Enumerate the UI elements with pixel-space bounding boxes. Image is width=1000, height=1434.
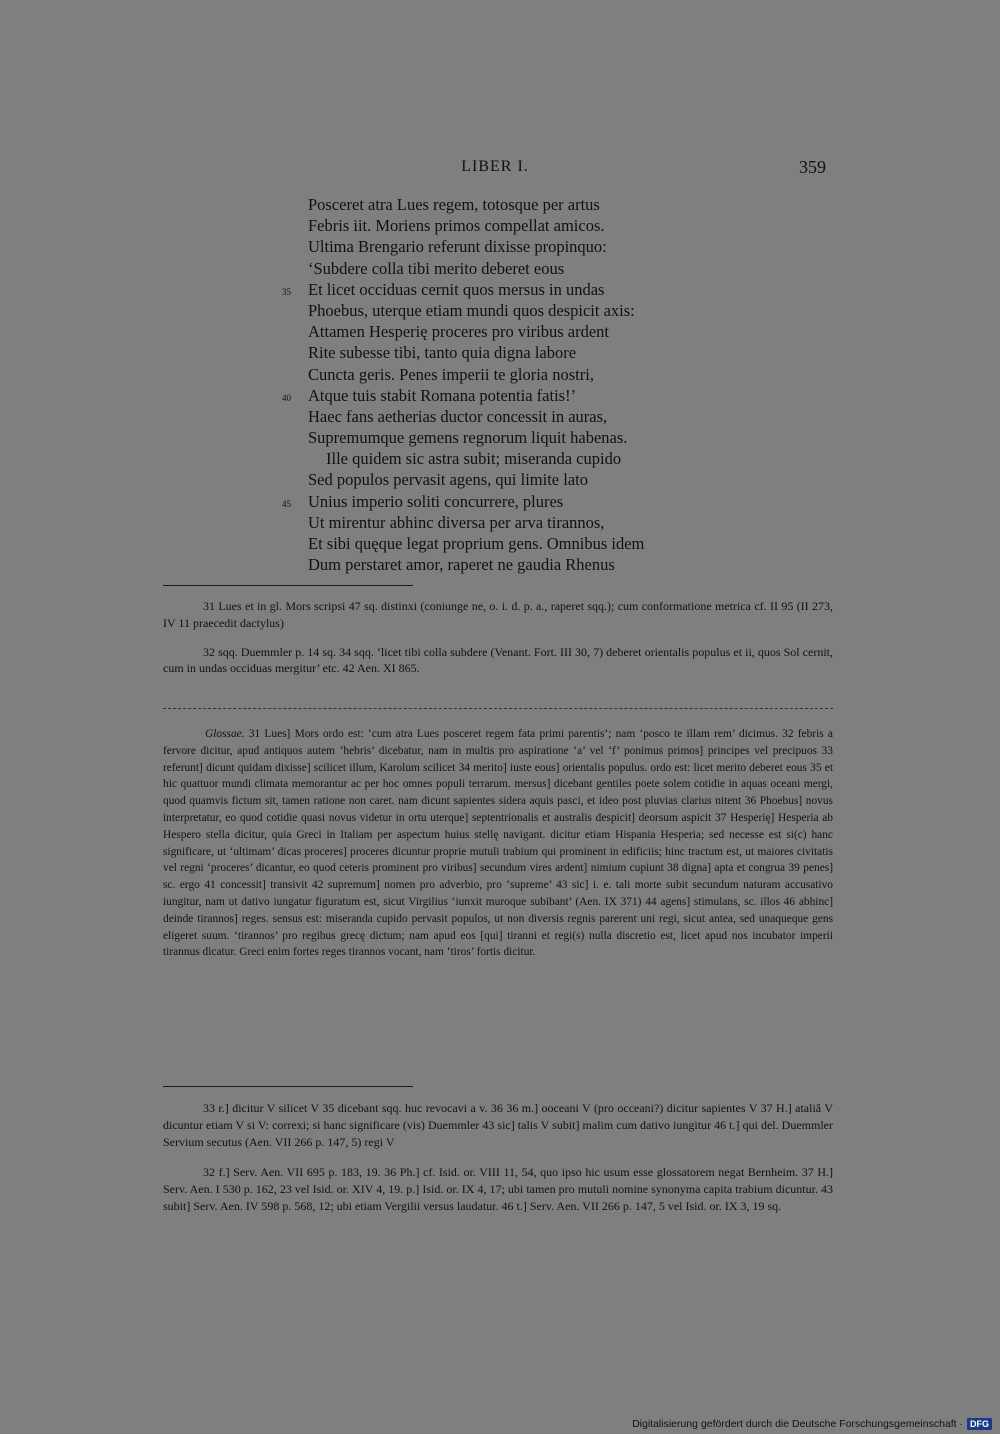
verse-line-text: Atque tuis stabit Romana potentia fatis!’	[308, 385, 577, 405]
verse-line-text: Cuncta geris. Penes imperii te gloria nostri,	[308, 364, 594, 384]
verse-line	[308, 364, 644, 385]
section-rule	[163, 708, 833, 709]
glossae-rule	[163, 1086, 413, 1087]
verse-line	[308, 300, 644, 321]
verse-line	[308, 215, 644, 236]
verse-line	[308, 236, 644, 257]
verse-line-text: Sed populos pervasit agens, qui limite lato	[308, 470, 589, 490]
verse-line-text: Haec fans aetherias ductor concessit in auras,	[308, 406, 608, 426]
verse-line	[308, 469, 644, 490]
verse-line	[282, 385, 644, 406]
verse-line-text: Posceret atra Lues regem, totosque per artus	[308, 195, 600, 214]
glossae-section	[163, 726, 833, 961]
verse-line-text: Et sibi quęque legat proprium gens. Omnibus idem	[308, 534, 645, 553]
verse-line	[308, 258, 644, 279]
apparatus-note: 31 Lues et in gl. Mors scripsi 47 sq. distinxi (coniunge ne, o. i. d. p. a., raperet sqq.); cum conformatione metrica cf. II 95 (II 273, IV 11 praecedit dactylus)	[163, 599, 833, 630]
verse-line-text: Ut mirentur abhinc diversa per arva tirannos,	[308, 512, 605, 532]
verse-line-text: Supremumque gemens regnorum liquit habenas.	[308, 428, 628, 448]
critical-apparatus	[163, 598, 833, 677]
verse-line	[308, 194, 644, 215]
page-number: 359	[799, 157, 826, 177]
verse-line-text: ‘Subdere colla tibi merito deberet eous	[308, 258, 565, 278]
footer-text: Digitalisierung gefördert durch die Deutsche Forschungsgemeinschaft ·	[632, 1418, 963, 1430]
verse-line-text: Dum perstaret amor, raperet ne gaudia Rhenus	[308, 555, 615, 575]
glossae-apparatus	[163, 1100, 833, 1215]
verse-text	[282, 194, 645, 575]
verse-line-text: Ille quidem sic astra subit; miseranda cupido	[326, 449, 622, 469]
verse-rule	[163, 585, 413, 586]
verse-line	[308, 448, 644, 469]
verse-line	[308, 406, 644, 427]
verse-line-text: Attamen Hesperię proceres pro viribus ardent	[308, 322, 610, 342]
verse-line-text: Et licet occiduas cernit quos mersus in undas	[308, 279, 605, 299]
verse-line	[308, 533, 644, 554]
line-number: 45	[282, 498, 291, 509]
verse-line	[282, 279, 644, 300]
apparatus-note: 32 f.] Serv. Aen. VII 695 p. 183, 19. 36 Ph.] cf. Isid. or. VIII 11, 54, quo ipso hic usum esse glossatorem negat Bernheim. 37 H.] Serv. Aen. I 530 p. 162, 23 vel Isid. or. XIV 4, 19. p.] Isid. or. IX 4, 17; ubi tamen pro mutuli nomine synonyma capita trabium dicuntur. 43 subit] Serv. Aen. IV 598 p. 568, 12; ubi etiam Vergilii versus laudatur. 46 t.] Serv. Aen. VII 266 p. 147, 5 vel Isid. or. IX 3, 19 sq.	[163, 1165, 833, 1213]
verse-line	[308, 427, 644, 448]
glossae-text: 31 Lues] Mors ordo est: ‘cum atra Lues posceret regem fata primi parentis’; nam ‘posco te illam rem’ dicimus. 32 febris a fervore dicitur, apud antiquos autem ‘hebris’ dicebatur, nam in multis pro aspiratione ‘a’ vel ‘f’ ponimus primos] principes vel precipuos 33 referunt] dicunt quidam dixisse] scilicet illum, Karolum scilicet 34 merito] iuste eous] orientalis populus. ordo est: licet merito deberet eous 35 et hic quattuor mundi climata memorantur ac per hoc omnes populi terrarum. mersus] dicebant gentiles poete solem cotidie in aquas oceani mergi, quod quamvis fictum sit, tamen ratione non caret. nam dicunt sapientes sidera aquis pasci, et ideo post pluvias clarius nitent 36 Phoebus] novus interpretatur, eo quod cotidie quasi novus videtur in ortu uterque] septentrionalis et australis despicit] deorsum aspicit 37 Hesperię] Hesperia ab Hespero stella dicitur, quia Greci in Italiam per aspectum huius stellę navigant. dicitur etiam Hispania Hesperia; sed necesse est si(c) hanc significare, ut ‘ultimam’ dicas proceres] proceres dicuntur proprie mutuli trabium qui prominent in edificiis; hinc tractum est, ut maiores civitatis vel regni ‘proceres’ dicantur, eo quod ceteris prominent pro viribus] secundum vires ardent] nimium cupiunt 38 digna] apta et congrua 39 penes] sc. ergo 41 concessit] transivit 42 supremum] nomen pro adverbio, pro ‘supreme’ 43 sic] i. e. tali morte subit secundum naturam accusativo iungitur, nam ut dativo iungatur figuratum est, sicut Virgilius ‘iunxit muroque subibant’ (Aen. IX 371) 44 agens] stimulans, sc. illos 46 abhinc] deinde tirannos] reges. sensus est: miseranda cupido pervasit populos, ut non diversis regnis parerent uni regi, sicut antea, sed unaqueque gens eligeret suum. ‘tirannos’ pro regibus grecę dictum; nam apud eos [qui] tiranni et regi(s) nulla discretio est, licet apud nos incubator imperii tirannus dicatur. Greci enim fortes reges tirannos vocant, nam ‘tiros’ fortis dicitur.	[163, 728, 833, 959]
verse-line-text: Phoebus, uterque etiam mundi quos despicit axis:	[308, 300, 635, 320]
line-number: 35	[282, 286, 291, 297]
glossae-label: Glossae.	[205, 728, 245, 740]
apparatus-note: 33 r.] dicitur V silicet V 35 dicebant sqq. huc revocavi a v. 36 36 m.] ooceani V (pro occeani?) dicitur sapientes V 37 H.] ataliă V dicuntur etiam V si V: correxi; si hanc significare (vis) Duemmler 43 sic] talis V subit] malim cum dativo iungitur 46 t.] qui del. Duemmler Servium secutus (Aen. VII 266 p. 147, 5) regi V	[163, 1101, 833, 1149]
line-number: 40	[282, 392, 291, 403]
verse-line	[308, 321, 644, 342]
verse-line	[282, 491, 644, 512]
verse-line-text: Ultima Brengario referunt dixisse propinquo:	[308, 237, 607, 257]
verse-line-text: Rite subesse tibi, tanto quia digna labore	[308, 343, 577, 363]
footer-credit	[632, 1418, 992, 1430]
verse-line	[308, 342, 644, 363]
running-head: LIBER I.	[461, 158, 529, 175]
verse-line-text: Unius imperio soliti concurrere, plures	[308, 491, 564, 511]
verse-line	[308, 554, 644, 575]
verse-line	[308, 512, 644, 533]
dfg-logo: DFG	[967, 1418, 992, 1430]
verse-line-text: Febris iit. Moriens primos compellat amicos.	[308, 216, 605, 236]
glossae-paragraph	[163, 726, 833, 961]
apparatus-note: 32 sqq. Duemmler p. 14 sq. 34 sqq. ‘licet tibi colla subdere (Venant. Fort. III 30, 7) deberet orientalis populus et ii, quos Sol cernit, cum in undas occiduas mergitur’ etc. 42 Aen. XI 865.	[163, 644, 833, 676]
